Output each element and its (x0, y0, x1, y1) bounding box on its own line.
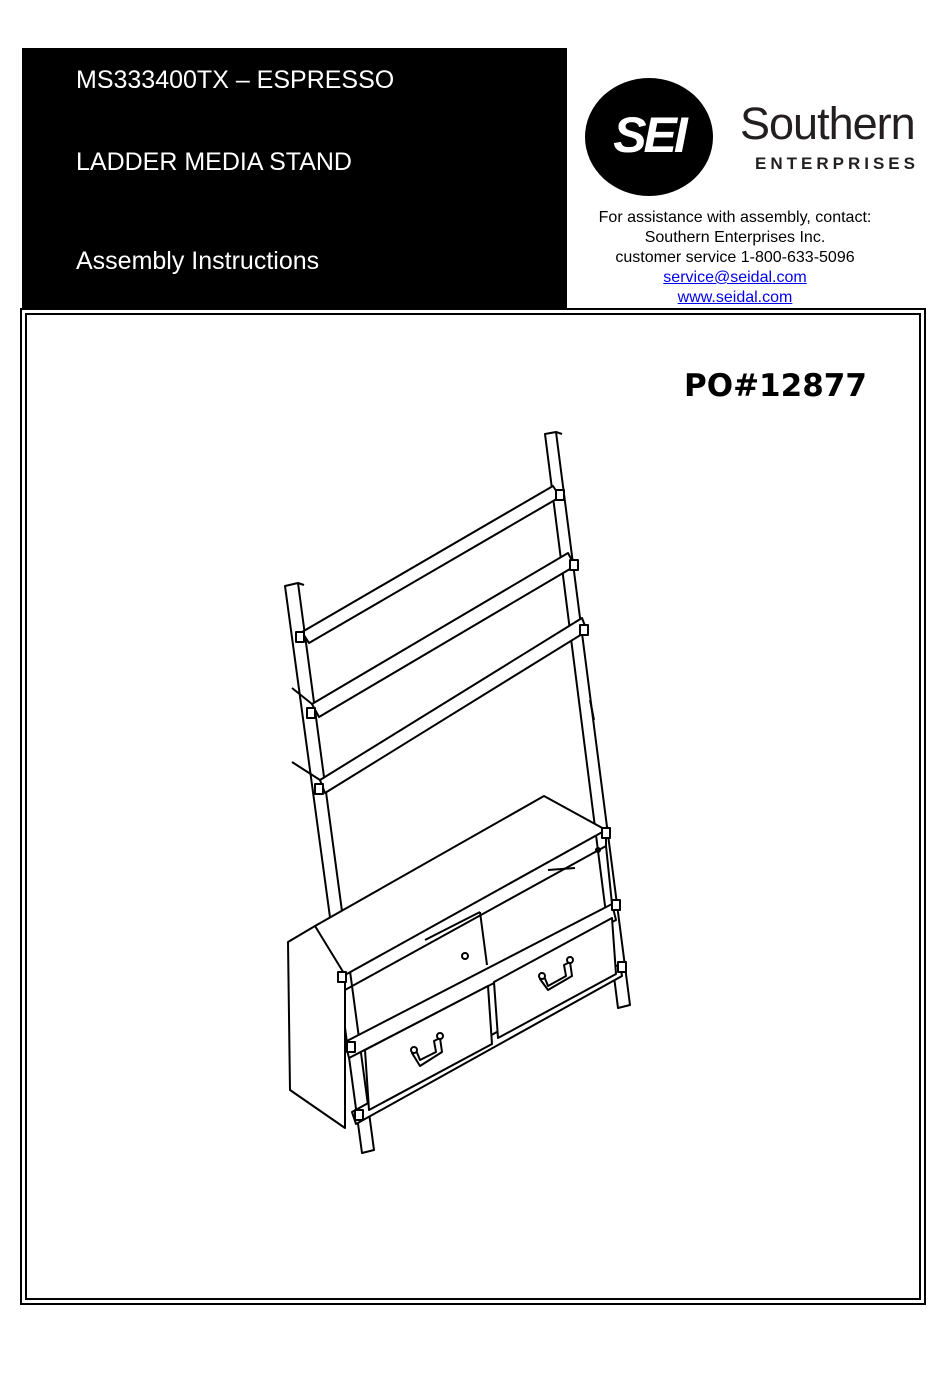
sei-logo-icon (585, 78, 713, 196)
ladder-media-stand-illustration (260, 420, 660, 1160)
contact-info (570, 208, 900, 308)
contact-company: Southern Enterprises Inc. (644, 229, 826, 246)
document-type: Assembly Instructions (76, 247, 320, 275)
model-number: MS333400TX – ESPRESSO (76, 66, 395, 94)
email-link[interactable]: service@seidal.com (663, 269, 807, 286)
product-name: LADDER MEDIA STAND (76, 148, 352, 176)
website-link[interactable]: www.seidal.com (677, 289, 793, 306)
po-number: PO#12877 (684, 368, 867, 404)
contact-phone: customer service 1-800-633-5096 (615, 249, 855, 266)
contact-line-1: For assistance with assembly, contact: (598, 209, 872, 226)
brand-name: Southern (740, 98, 915, 149)
brand-subtitle: ENTERPRISES (755, 154, 919, 173)
logo-mark: SEI (613, 107, 685, 163)
title-block (22, 48, 567, 310)
